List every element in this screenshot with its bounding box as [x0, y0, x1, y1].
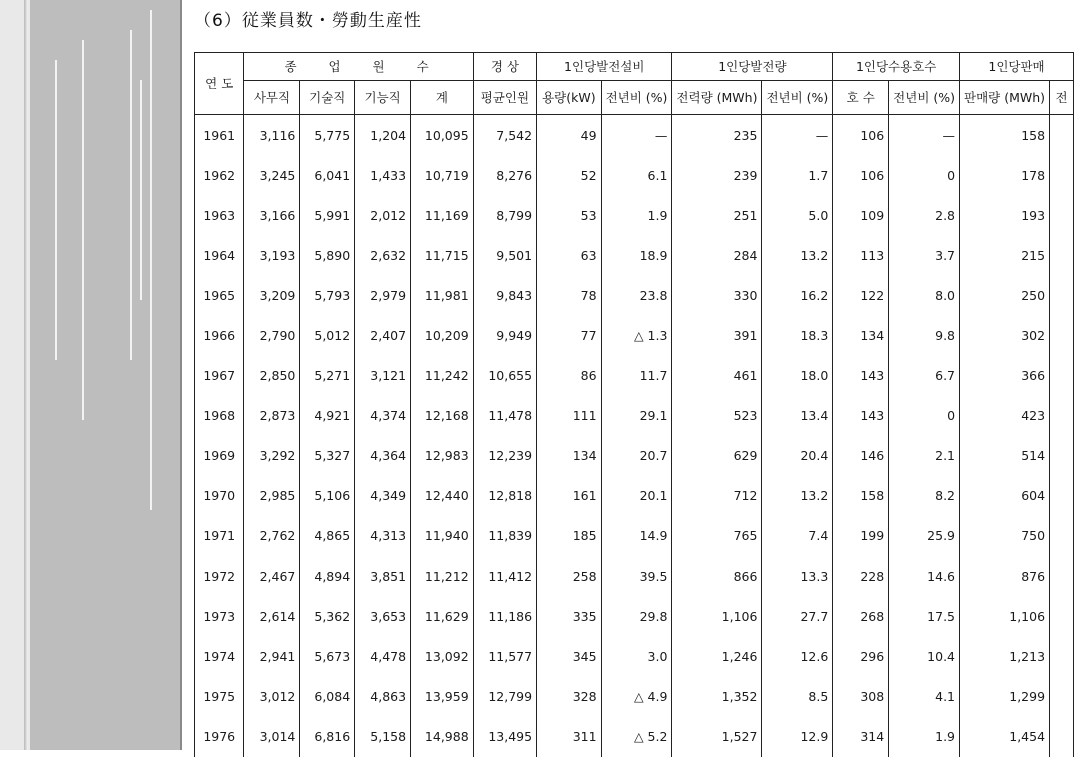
cell-year: 1963: [195, 195, 244, 235]
cell-capacity-kw: 328: [537, 676, 602, 716]
cell-office: 2,985: [244, 476, 300, 516]
header-avg-group: 경 상: [473, 53, 536, 81]
cell-gen-yoy: 7.4: [762, 516, 833, 556]
cell-cust-count: 199: [833, 516, 889, 556]
cell-gen-yoy: 18.3: [762, 315, 833, 355]
cell-cust-yoy: 4.1: [889, 676, 960, 716]
cell-office: 3,209: [244, 275, 300, 315]
cell-skilled: 4,313: [355, 516, 411, 556]
cell-cust-count: 109: [833, 195, 889, 235]
cell-capacity-yoy: △ 4.9: [601, 676, 672, 716]
cell-technical: 4,865: [300, 516, 355, 556]
cell-sales-yoy: [1050, 356, 1074, 396]
scanned-side-strip: [30, 0, 180, 750]
cell-skilled: 1,433: [355, 155, 411, 195]
cell-cust-yoy: 6.7: [889, 356, 960, 396]
cell-cust-yoy: 2.8: [889, 195, 960, 235]
cell-capacity-kw: 185: [537, 516, 602, 556]
cell-cust-yoy: 0: [889, 155, 960, 195]
cell-sales-yoy: [1050, 516, 1074, 556]
cell-cust-count: 296: [833, 636, 889, 676]
cell-year: 1971: [195, 516, 244, 556]
cell-cust-count: 308: [833, 676, 889, 716]
cell-year: 1961: [195, 115, 244, 156]
cell-technical: 5,673: [300, 636, 355, 676]
cell-gen-mwh: 1,246: [672, 636, 762, 676]
cell-capacity-yoy: 20.1: [601, 476, 672, 516]
cell-sales-yoy: [1050, 476, 1074, 516]
cell-sales-mwh: 1,106: [960, 596, 1050, 636]
cell-avg: 12,239: [473, 436, 536, 476]
cell-capacity-kw: 86: [537, 356, 602, 396]
header-skilled: 기능직: [355, 81, 411, 115]
cell-total: 12,440: [411, 476, 474, 516]
cell-technical: 6,084: [300, 676, 355, 716]
cell-sales-yoy: [1050, 556, 1074, 596]
cell-gen-yoy: 12.6: [762, 636, 833, 676]
cell-year: 1972: [195, 556, 244, 596]
cell-cust-count: 134: [833, 315, 889, 355]
cell-sales-mwh: 876: [960, 556, 1050, 596]
cell-sales-yoy: [1050, 636, 1074, 676]
cell-skilled: 4,374: [355, 396, 411, 436]
cell-year: 1966: [195, 315, 244, 355]
cell-cust-count: 314: [833, 716, 889, 756]
cell-gen-mwh: 235: [672, 115, 762, 156]
cell-gen-yoy: —: [762, 115, 833, 156]
cell-office: 2,790: [244, 315, 300, 355]
cell-gen-mwh: 1,527: [672, 716, 762, 756]
cell-sales-yoy: [1050, 716, 1074, 756]
cell-cust-yoy: 9.8: [889, 315, 960, 355]
cell-gen-yoy: 27.7: [762, 596, 833, 636]
cell-gen-yoy: 5.0: [762, 195, 833, 235]
cell-office: 3,012: [244, 676, 300, 716]
table-row: [195, 436, 1074, 476]
page-title: （6）従業員数・勞動生産性: [194, 11, 422, 31]
cell-avg: 10,655: [473, 356, 536, 396]
cell-gen-mwh: 866: [672, 556, 762, 596]
cell-office: 3,116: [244, 115, 300, 156]
cell-sales-yoy: [1050, 436, 1074, 476]
cell-capacity-yoy: 18.9: [601, 235, 672, 275]
cell-capacity-kw: 161: [537, 476, 602, 516]
header-cust-yoy: 전년비 (%): [889, 81, 960, 115]
cell-year: 1975: [195, 676, 244, 716]
cell-gen-mwh: 239: [672, 155, 762, 195]
cell-total: 10,209: [411, 315, 474, 355]
cell-office: 3,166: [244, 195, 300, 235]
cell-avg: 9,949: [473, 315, 536, 355]
cell-sales-mwh: 215: [960, 235, 1050, 275]
gutter-edge: [24, 0, 28, 750]
header-capacity: 1인당발전설비: [537, 53, 672, 81]
cell-technical: 5,327: [300, 436, 355, 476]
cell-gen-mwh: 284: [672, 235, 762, 275]
cell-office: 2,762: [244, 516, 300, 556]
cell-year: 1970: [195, 476, 244, 516]
cell-sales-mwh: 423: [960, 396, 1050, 436]
cell-technical: 5,106: [300, 476, 355, 516]
cell-office: 3,245: [244, 155, 300, 195]
cell-skilled: 4,478: [355, 636, 411, 676]
header-customers: 1인당수용호수: [833, 53, 960, 81]
table-row: [195, 396, 1074, 436]
cell-avg: 7,542: [473, 115, 536, 156]
cell-total: 12,168: [411, 396, 474, 436]
table-row: [195, 356, 1074, 396]
table-row: [195, 716, 1074, 756]
cell-skilled: 2,407: [355, 315, 411, 355]
cell-skilled: 5,158: [355, 716, 411, 756]
header-cust-count: 호 수: [833, 81, 889, 115]
cell-technical: 6,816: [300, 716, 355, 756]
cell-gen-mwh: 391: [672, 315, 762, 355]
header-workers: 종 업 원 수: [244, 53, 473, 81]
cell-cust-yoy: 1.9: [889, 716, 960, 756]
cell-sales-mwh: 514: [960, 436, 1050, 476]
cell-sales-yoy: [1050, 315, 1074, 355]
header-capacity-yoy: 전년비 (%): [601, 81, 672, 115]
cell-technical: 5,890: [300, 235, 355, 275]
cell-gen-mwh: 330: [672, 275, 762, 315]
cell-office: 2,850: [244, 356, 300, 396]
cell-gen-yoy: 8.5: [762, 676, 833, 716]
cell-year: 1973: [195, 596, 244, 636]
cell-capacity-yoy: 29.1: [601, 396, 672, 436]
table-row: [195, 315, 1074, 355]
cell-capacity-kw: 345: [537, 636, 602, 676]
cell-skilled: 3,851: [355, 556, 411, 596]
cell-avg: 12,799: [473, 676, 536, 716]
cell-capacity-kw: 335: [537, 596, 602, 636]
table-row: [195, 235, 1074, 275]
cell-skilled: 3,653: [355, 596, 411, 636]
cell-gen-yoy: 18.0: [762, 356, 833, 396]
header-sales-yoy: 전: [1050, 81, 1074, 115]
cell-total: 12,983: [411, 436, 474, 476]
cell-office: 3,193: [244, 235, 300, 275]
cell-avg: 11,412: [473, 556, 536, 596]
cell-capacity-kw: 258: [537, 556, 602, 596]
table-row: [195, 155, 1074, 195]
cell-technical: 5,793: [300, 275, 355, 315]
cell-technical: 5,775: [300, 115, 355, 156]
cell-gen-yoy: 20.4: [762, 436, 833, 476]
cell-year: 1964: [195, 235, 244, 275]
cell-avg: 11,839: [473, 516, 536, 556]
cell-cust-count: 113: [833, 235, 889, 275]
cell-gen-mwh: 461: [672, 356, 762, 396]
cell-office: 3,292: [244, 436, 300, 476]
cell-avg: 13,495: [473, 716, 536, 756]
cell-capacity-kw: 311: [537, 716, 602, 756]
cell-sales-mwh: 193: [960, 195, 1050, 235]
cell-cust-count: 122: [833, 275, 889, 315]
cell-cust-count: 143: [833, 396, 889, 436]
cell-gen-yoy: 1.7: [762, 155, 833, 195]
header-office: 사무직: [244, 81, 300, 115]
cell-total: 13,092: [411, 636, 474, 676]
cell-office: 2,941: [244, 636, 300, 676]
cell-avg: 11,478: [473, 396, 536, 436]
header-generation: 1인당발전량: [672, 53, 833, 81]
cell-technical: 5,991: [300, 195, 355, 235]
header-gen-mwh: 전력량 (MWh): [672, 81, 762, 115]
header-total: 계: [411, 81, 474, 115]
cell-sales-mwh: 1,454: [960, 716, 1050, 756]
cell-gen-yoy: 13.4: [762, 396, 833, 436]
cell-year: 1965: [195, 275, 244, 315]
cell-capacity-kw: 134: [537, 436, 602, 476]
cell-total: 11,212: [411, 556, 474, 596]
cell-total: 11,629: [411, 596, 474, 636]
cell-sales-mwh: 1,213: [960, 636, 1050, 676]
cell-gen-yoy: 16.2: [762, 275, 833, 315]
cell-sales-yoy: [1050, 115, 1074, 156]
cell-sales-mwh: 604: [960, 476, 1050, 516]
cell-sales-yoy: [1050, 235, 1074, 275]
cell-total: 11,242: [411, 356, 474, 396]
cell-capacity-yoy: 1.9: [601, 195, 672, 235]
table-row: [195, 516, 1074, 556]
cell-cust-yoy: 8.2: [889, 476, 960, 516]
cell-year: 1967: [195, 356, 244, 396]
cell-sales-yoy: [1050, 676, 1074, 716]
cell-gen-mwh: 251: [672, 195, 762, 235]
cell-cust-yoy: 25.9: [889, 516, 960, 556]
cell-gen-yoy: 12.9: [762, 716, 833, 756]
cell-total: 11,715: [411, 235, 474, 275]
cell-sales-mwh: 1,299: [960, 676, 1050, 716]
cell-gen-mwh: 712: [672, 476, 762, 516]
cell-sales-mwh: 178: [960, 155, 1050, 195]
table-row: [195, 195, 1074, 235]
cell-capacity-yoy: —: [601, 115, 672, 156]
cell-capacity-yoy: 6.1: [601, 155, 672, 195]
cell-total: 13,959: [411, 676, 474, 716]
cell-sales-mwh: 366: [960, 356, 1050, 396]
cell-gen-mwh: 1,352: [672, 676, 762, 716]
header-sales: 1인당판매: [960, 53, 1074, 81]
cell-sales-mwh: 750: [960, 516, 1050, 556]
table-row: [195, 596, 1074, 636]
cell-year: 1968: [195, 396, 244, 436]
table-row: [195, 636, 1074, 676]
table-row: [195, 556, 1074, 596]
cell-skilled: 2,979: [355, 275, 411, 315]
cell-gen-yoy: 13.2: [762, 476, 833, 516]
cell-avg: 12,818: [473, 476, 536, 516]
cell-capacity-yoy: △ 5.2: [601, 716, 672, 756]
cell-cust-count: 106: [833, 115, 889, 156]
cell-cust-yoy: 8.0: [889, 275, 960, 315]
header-sales-mwh: 판매량 (MWh): [960, 81, 1050, 115]
table-row: [195, 115, 1074, 156]
cell-technical: 5,362: [300, 596, 355, 636]
cell-capacity-kw: 49: [537, 115, 602, 156]
cell-capacity-kw: 111: [537, 396, 602, 436]
cell-technical: 4,894: [300, 556, 355, 596]
cell-cust-count: 143: [833, 356, 889, 396]
cell-capacity-yoy: 29.8: [601, 596, 672, 636]
cell-year: 1969: [195, 436, 244, 476]
cell-capacity-kw: 53: [537, 195, 602, 235]
cell-avg: 8,276: [473, 155, 536, 195]
cell-cust-yoy: 2.1: [889, 436, 960, 476]
cell-skilled: 4,364: [355, 436, 411, 476]
cell-technical: 6,041: [300, 155, 355, 195]
cell-cust-yoy: 10.4: [889, 636, 960, 676]
table-body: [195, 115, 1074, 757]
cell-capacity-kw: 52: [537, 155, 602, 195]
table-row: [195, 476, 1074, 516]
cell-gen-mwh: 629: [672, 436, 762, 476]
cell-gen-mwh: 765: [672, 516, 762, 556]
cell-office: 2,873: [244, 396, 300, 436]
cell-year: 1974: [195, 636, 244, 676]
cell-skilled: 4,349: [355, 476, 411, 516]
cell-cust-count: 158: [833, 476, 889, 516]
cell-gen-yoy: 13.2: [762, 235, 833, 275]
cell-year: 1976: [195, 716, 244, 756]
cell-capacity-kw: 63: [537, 235, 602, 275]
cell-cust-yoy: 0: [889, 396, 960, 436]
cell-sales-mwh: 302: [960, 315, 1050, 355]
cell-capacity-yoy: 23.8: [601, 275, 672, 315]
header-capacity-kw: 용량(kW): [537, 81, 602, 115]
cell-technical: 4,921: [300, 396, 355, 436]
cell-cust-yoy: 17.5: [889, 596, 960, 636]
cell-cust-yoy: 14.6: [889, 556, 960, 596]
cell-sales-mwh: 250: [960, 275, 1050, 315]
cell-capacity-yoy: 14.9: [601, 516, 672, 556]
cell-avg: 11,186: [473, 596, 536, 636]
cell-sales-yoy: [1050, 195, 1074, 235]
cell-total: 10,095: [411, 115, 474, 156]
cell-total: 11,169: [411, 195, 474, 235]
cell-office: 3,014: [244, 716, 300, 756]
cell-year: 1962: [195, 155, 244, 195]
cell-technical: 5,012: [300, 315, 355, 355]
header-avg: 평균인원: [473, 81, 536, 115]
cell-sales-yoy: [1050, 596, 1074, 636]
cell-capacity-yoy: 3.0: [601, 636, 672, 676]
cell-cust-yoy: 3.7: [889, 235, 960, 275]
table-row: [195, 676, 1074, 716]
cell-capacity-yoy: 11.7: [601, 356, 672, 396]
cell-total: 10,719: [411, 155, 474, 195]
cell-sales-yoy: [1050, 396, 1074, 436]
cell-capacity-yoy: △ 1.3: [601, 315, 672, 355]
cell-sales-mwh: 158: [960, 115, 1050, 156]
cell-cust-count: 106: [833, 155, 889, 195]
cell-total: 14,988: [411, 716, 474, 756]
cell-skilled: 1,204: [355, 115, 411, 156]
cell-office: 2,467: [244, 556, 300, 596]
cell-technical: 5,271: [300, 356, 355, 396]
cell-sales-yoy: [1050, 275, 1074, 315]
cell-gen-mwh: 523: [672, 396, 762, 436]
cell-cust-count: 228: [833, 556, 889, 596]
cell-avg: 9,501: [473, 235, 536, 275]
cell-office: 2,614: [244, 596, 300, 636]
cell-cust-count: 268: [833, 596, 889, 636]
cell-total: 11,981: [411, 275, 474, 315]
cell-cust-count: 146: [833, 436, 889, 476]
cell-capacity-yoy: 39.5: [601, 556, 672, 596]
cell-sales-yoy: [1050, 155, 1074, 195]
header-gen-yoy: 전년비 (%): [762, 81, 833, 115]
cell-total: 11,940: [411, 516, 474, 556]
cell-avg: 9,843: [473, 275, 536, 315]
employee-productivity-table: [194, 52, 1074, 757]
cell-cust-yoy: —: [889, 115, 960, 156]
cell-avg: 8,799: [473, 195, 536, 235]
header-technical: 기술직: [300, 81, 355, 115]
cell-skilled: 3,121: [355, 356, 411, 396]
table-row: [195, 275, 1074, 315]
cell-gen-yoy: 13.3: [762, 556, 833, 596]
cell-skilled: 2,632: [355, 235, 411, 275]
cell-skilled: 2,012: [355, 195, 411, 235]
cell-skilled: 4,863: [355, 676, 411, 716]
cell-avg: 11,577: [473, 636, 536, 676]
cell-capacity-yoy: 20.7: [601, 436, 672, 476]
document-page: [182, 0, 1074, 750]
cell-capacity-kw: 77: [537, 315, 602, 355]
cell-capacity-kw: 78: [537, 275, 602, 315]
cell-gen-mwh: 1,106: [672, 596, 762, 636]
header-year: 연 도: [195, 53, 244, 115]
